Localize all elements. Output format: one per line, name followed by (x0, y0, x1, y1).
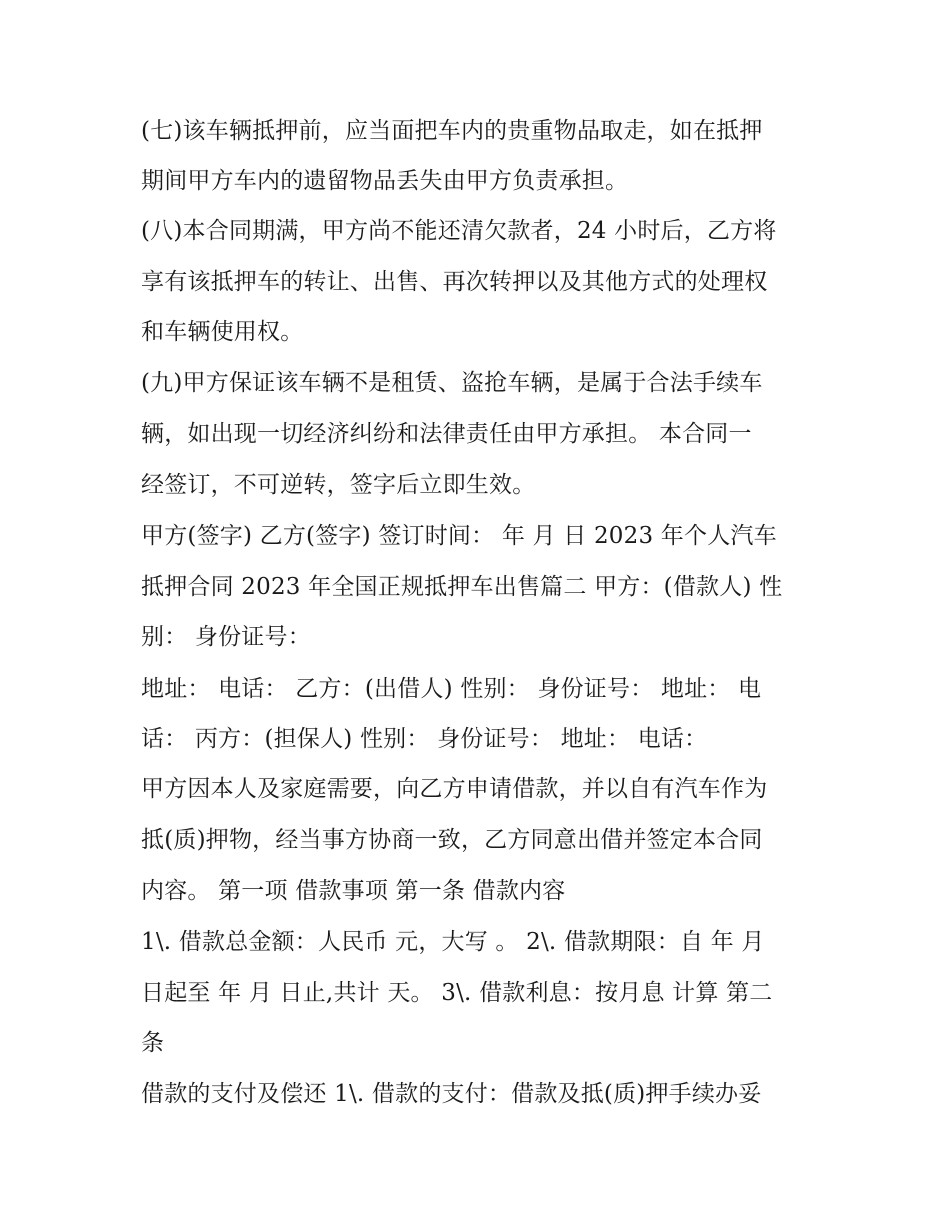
text-line: 条 (141, 1030, 165, 1056)
text-line: 甲方(签字) 乙方(签字) 签订时间： 年 月 日 2023 年个人汽车 (141, 523, 777, 549)
text-line: 经签订，不可逆转，签字后立即生效。 (141, 472, 536, 498)
text-line: (七)该车辆抵押前，应当面把车内的贵重物品取走，如在抵押 (141, 118, 763, 144)
text-line: (八)本合同期满，甲方尚不能还清欠款者，24 小时后，乙方将 (141, 218, 777, 244)
text-line: 话： 丙方：(担保人) 性别： 身份证号： 地址： 电话： (141, 726, 708, 752)
text-line: 日起至 年 月 日止,共计 天。 3\. 借款利息：按月息 计算 第二 (141, 980, 773, 1006)
text-line: 抵押合同 2023 年全国正规抵押车出售篇二 甲方：(借款人) 性 (141, 574, 783, 600)
text-line: 借款的支付及偿还 1\. 借款的支付：借款及抵(质)押手续办妥 (141, 1081, 762, 1107)
text-line: 1\. 借款总金额：人民币 元，大写 。 2\. 借款期限：自 年 月 (141, 929, 765, 955)
text-line: 辆，如出现一切经济纠纷和法律责任由甲方承担。 本合同一 (141, 421, 752, 447)
text-line: 期间甲方车内的遗留物品丢失由甲方负责承担。 (141, 168, 629, 194)
text-line: 地址： 电话： 乙方：(出借人) 性别： 身份证号： 地址： 电 (141, 676, 762, 702)
text-line: 内容。 第一项 借款事项 第一条 借款内容 (141, 878, 566, 904)
text-line: 抵(质)押物，经当事方协商一致，乙方同意出借并签定本合同 (141, 827, 763, 853)
text-line: 别： 身份证号： (141, 624, 311, 650)
text-line: 和车辆使用权。 (141, 319, 304, 345)
text-line: 甲方因本人及家庭需要，向乙方申请借款，并以自有汽车作为 (141, 776, 768, 802)
text-line: 享有该抵押车的转让、出售、再次转押以及其他方式的处理权 (141, 269, 768, 295)
text-line: (九)甲方保证该车辆不是租赁、盗抢车辆，是属于合法手续车 (141, 370, 763, 396)
